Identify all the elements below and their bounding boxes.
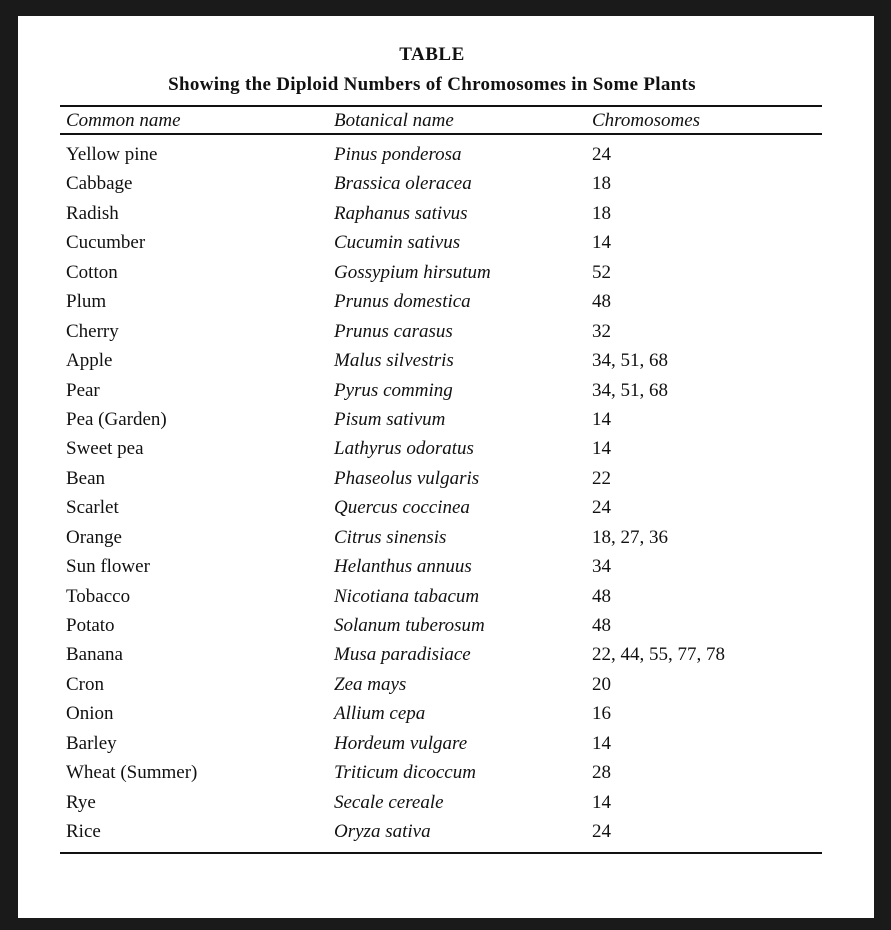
botanical-name-cell: Raphanus sativus [334, 202, 468, 224]
common-name-cell: Sweet pea [66, 438, 144, 460]
common-name-cell: Plum [66, 291, 107, 313]
header-rule [60, 133, 822, 135]
chromosomes-cell: 28 [592, 762, 611, 784]
table-row [18, 674, 874, 703]
table-row [18, 203, 874, 232]
chromosomes-cell: 20 [592, 673, 611, 695]
header-common-name: Common name [66, 110, 181, 131]
chromosomes-cell: 22, 44, 55, 77, 78 [592, 644, 725, 666]
common-name-cell: Cherry [66, 320, 119, 342]
chromosomes-cell: 34 [592, 556, 611, 578]
common-name-cell: Cabbage [66, 173, 133, 195]
botanical-name-cell: Phaseolus vulgaris [334, 467, 480, 489]
botanical-name-cell: Solanum tuberosum [334, 615, 485, 636]
common-name-cell: Potato [66, 615, 115, 636]
botanical-name-cell: Lathyrus odoratus [334, 438, 474, 460]
table-title: TABLE [399, 44, 465, 65]
table-row [18, 527, 874, 556]
chromosomes-cell: 16 [592, 703, 611, 725]
table-row [18, 291, 874, 320]
botanical-name-cell: Secale cereale [334, 791, 444, 813]
common-name-cell: Sun flower [66, 556, 150, 578]
common-name-cell: Pea (Garden) [66, 408, 167, 430]
common-name-cell: Scarlet [66, 497, 119, 519]
common-name-cell: Cucumber [66, 232, 146, 254]
chromosomes-cell: 22 [592, 467, 611, 489]
botanical-name-cell: Malus silvestris [334, 350, 454, 372]
chromosomes-cell: 34, 51, 68 [592, 379, 668, 401]
common-name-cell: Pear [66, 379, 100, 401]
botanical-name-cell: Prunus domestica [334, 291, 471, 313]
botanical-name-cell: Zea mays [334, 673, 407, 695]
table-row [18, 232, 874, 261]
chromosomes-cell: 48 [592, 291, 611, 313]
table-row [18, 644, 874, 673]
chromosomes-cell: 52 [592, 261, 611, 283]
common-name-cell: Onion [66, 703, 114, 725]
botanical-name-cell: Citrus sinensis [334, 526, 447, 548]
common-name-cell: Cotton [66, 261, 118, 283]
table-row [18, 468, 874, 497]
chromosomes-cell: 14 [592, 791, 611, 813]
top-rule [60, 105, 822, 107]
chromosomes-cell: 24 [592, 497, 611, 519]
chromosomes-cell: 14 [592, 408, 611, 430]
chromosomes-cell: 48 [592, 615, 611, 636]
chromosomes-cell: 14 [592, 438, 611, 460]
table-row [18, 615, 874, 644]
table-row [18, 321, 874, 350]
botanical-name-cell: Pinus ponderosa [334, 144, 462, 165]
common-name-cell: Radish [66, 202, 119, 224]
botanical-name-cell: Cucumin sativus [334, 232, 461, 254]
common-name-cell: Tobacco [66, 585, 131, 607]
botanical-name-cell: Gossypium hirsutum [334, 261, 491, 283]
bottom-rule [60, 852, 822, 854]
common-name-cell: Orange [66, 526, 122, 548]
table-row [18, 497, 874, 526]
chromosomes-cell: 24 [592, 144, 611, 165]
table-row [18, 262, 874, 291]
table-row [18, 144, 874, 173]
table-row [18, 762, 874, 791]
header-botanical-name: Botanical name [334, 110, 454, 131]
botanical-name-cell: Oryza sativa [334, 821, 431, 843]
table-row [18, 173, 874, 202]
table-row [18, 438, 874, 467]
common-name-cell: Wheat (Summer) [66, 762, 198, 784]
common-name-cell: Banana [66, 644, 123, 666]
chromosomes-cell: 18, 27, 36 [592, 526, 668, 548]
table-row [18, 733, 874, 762]
botanical-name-cell: Allium cepa [334, 703, 426, 725]
document-page [18, 16, 874, 918]
botanical-name-cell: Musa paradisiace [334, 644, 471, 666]
botanical-name-cell: Quercus coccinea [334, 497, 470, 519]
table-subtitle: Showing the Diploid Numbers of Chromosomes in Some Plants [168, 74, 696, 95]
chromosomes-cell: 18 [592, 202, 611, 224]
table-row [18, 586, 874, 615]
botanical-name-cell: Triticum dicoccum [334, 762, 476, 784]
table-row [18, 380, 874, 409]
table-row [18, 703, 874, 732]
botanical-name-cell: Helanthus annuus [334, 556, 472, 578]
botanical-name-cell: Pisum sativum [334, 408, 446, 430]
chromosomes-cell: 48 [592, 585, 611, 607]
common-name-cell: Barley [66, 732, 117, 754]
common-name-cell: Cron [66, 673, 104, 695]
botanical-name-cell: Brassica oleracea [334, 173, 472, 195]
table-row [18, 792, 874, 821]
chromosomes-cell: 18 [592, 173, 611, 195]
table-row [18, 556, 874, 585]
chromosomes-cell: 24 [592, 821, 611, 843]
common-name-cell: Rye [66, 791, 96, 813]
botanical-name-cell: Prunus carasus [334, 320, 453, 342]
common-name-cell: Rice [66, 821, 101, 843]
table-row [18, 821, 874, 850]
common-name-cell: Bean [66, 467, 106, 489]
chromosomes-cell: 14 [592, 232, 611, 254]
botanical-name-cell: Nicotiana tabacum [334, 585, 480, 607]
table-row [18, 350, 874, 379]
table-body [18, 144, 874, 851]
chromosomes-cell: 32 [592, 320, 611, 342]
botanical-name-cell: Hordeum vulgare [334, 732, 468, 754]
chromosomes-cell: 34, 51, 68 [592, 350, 668, 372]
header-chromosomes: Chromosomes [592, 110, 701, 131]
chromosomes-cell: 14 [592, 732, 611, 754]
botanical-name-cell: Pyrus comming [334, 379, 453, 401]
table-row [18, 409, 874, 438]
common-name-cell: Apple [66, 350, 113, 372]
common-name-cell: Yellow pine [66, 144, 158, 165]
